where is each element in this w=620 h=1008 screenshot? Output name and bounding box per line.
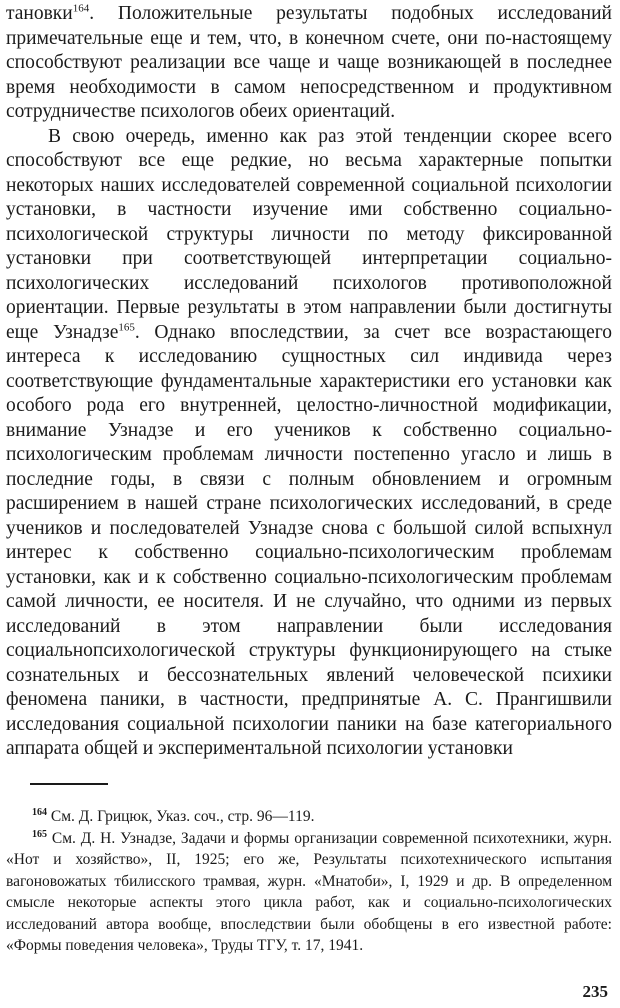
footnote-ref-164[interactable]: 164 (72, 2, 90, 15)
paragraph-1-text-start: тановки (6, 3, 73, 24)
paragraph-1-text-end: . Положительные результаты подобных исследований примечательные еще и тем, что, в конечном счете, они по-настоящему способствуют реализации все чаще и чаще возникающей в последнее время необходимости в самом непосредственном и продуктивном сотрудничестве психологов обеих ориентаций. (6, 3, 612, 122)
page-number: 235 (582, 982, 608, 1001)
footnote-mark: 165 (32, 828, 47, 840)
paragraph-1 (6, 2, 612, 125)
footnote-ref-165[interactable]: 165 (118, 321, 135, 333)
paragraph-2-text-start: В свою очередь, именно как раз этой тенденции скорее всего способствуют все еще редкие, но весьма характерные попытки некоторых наших исследователей современной социальной психологии установки, в частности изучение ими собственно социально-психологической структуры личности по методу фиксированной установки при соответствующей интерпретации социально-психологических исследований психологов противоположной ориентации. Первые результаты в этом направлении были достигнуты еще Узнадзе (6, 125, 612, 343)
footnote-text: См. Д. Грицюк, Указ. соч., стр. 96—119. (50, 808, 315, 825)
footnote-164 (6, 806, 612, 828)
footnote-165 (6, 828, 612, 957)
footnotes (6, 806, 612, 957)
paragraph-2-text-end: . Однако впоследствии, за счет все возрастающего интереса к исследованию сущностных сил индивида через соответствующие фундаментальные характеристики его установки как особого рода его внутренней, целостно-личностной модификации, внимание Узнадзе и его учеников к собственно социально-психологическим проблемам личности постепенно угасло и лишь в последние годы, в связи с полным обновлением и огромным расширением в нашей стране психологических исследований, в среде учеников и последователей Узнадзе снова с большой силой вспыхнул интерес к собственно социально-психологическим проблемам установки, как и к собственно социально-психологическим проблемам самой личности, ее носителя. И не случайно, что одними из первых исследований в этом направлении были исследования социальнопсихологической структуры функционирующего на стыке сознательных и бессознательных явлений человеческой психики феномена паники, в частности, предпринятые А. С. Прангишвили исследования социальной психологии паники на базе категориального аппарата общей и экспериментальной психологии установки (6, 321, 612, 759)
footnote-mark: 164 (32, 806, 47, 818)
footnote-separator (30, 783, 108, 785)
footnote-text: См. Д. Н. Узнадзе, Задачи и формы организации современной психотехники, журн. «Нот и хозяйство», II, 1925; его же, Результаты психотехнического испытания вагоновожатых тбилисского трамвая, журн. «Мнатоби», I, 1929 и др. В определенном смысле некоторые аспекты этого цикла работ, как и социально-психологических исследований автора вообще, впоследствии были обобщены в его известной работе: «Формы поведения человека», Труды ТГУ, т. 17, 1941. (6, 829, 613, 954)
paragraph-2 (6, 125, 612, 762)
main-text (6, 2, 612, 762)
